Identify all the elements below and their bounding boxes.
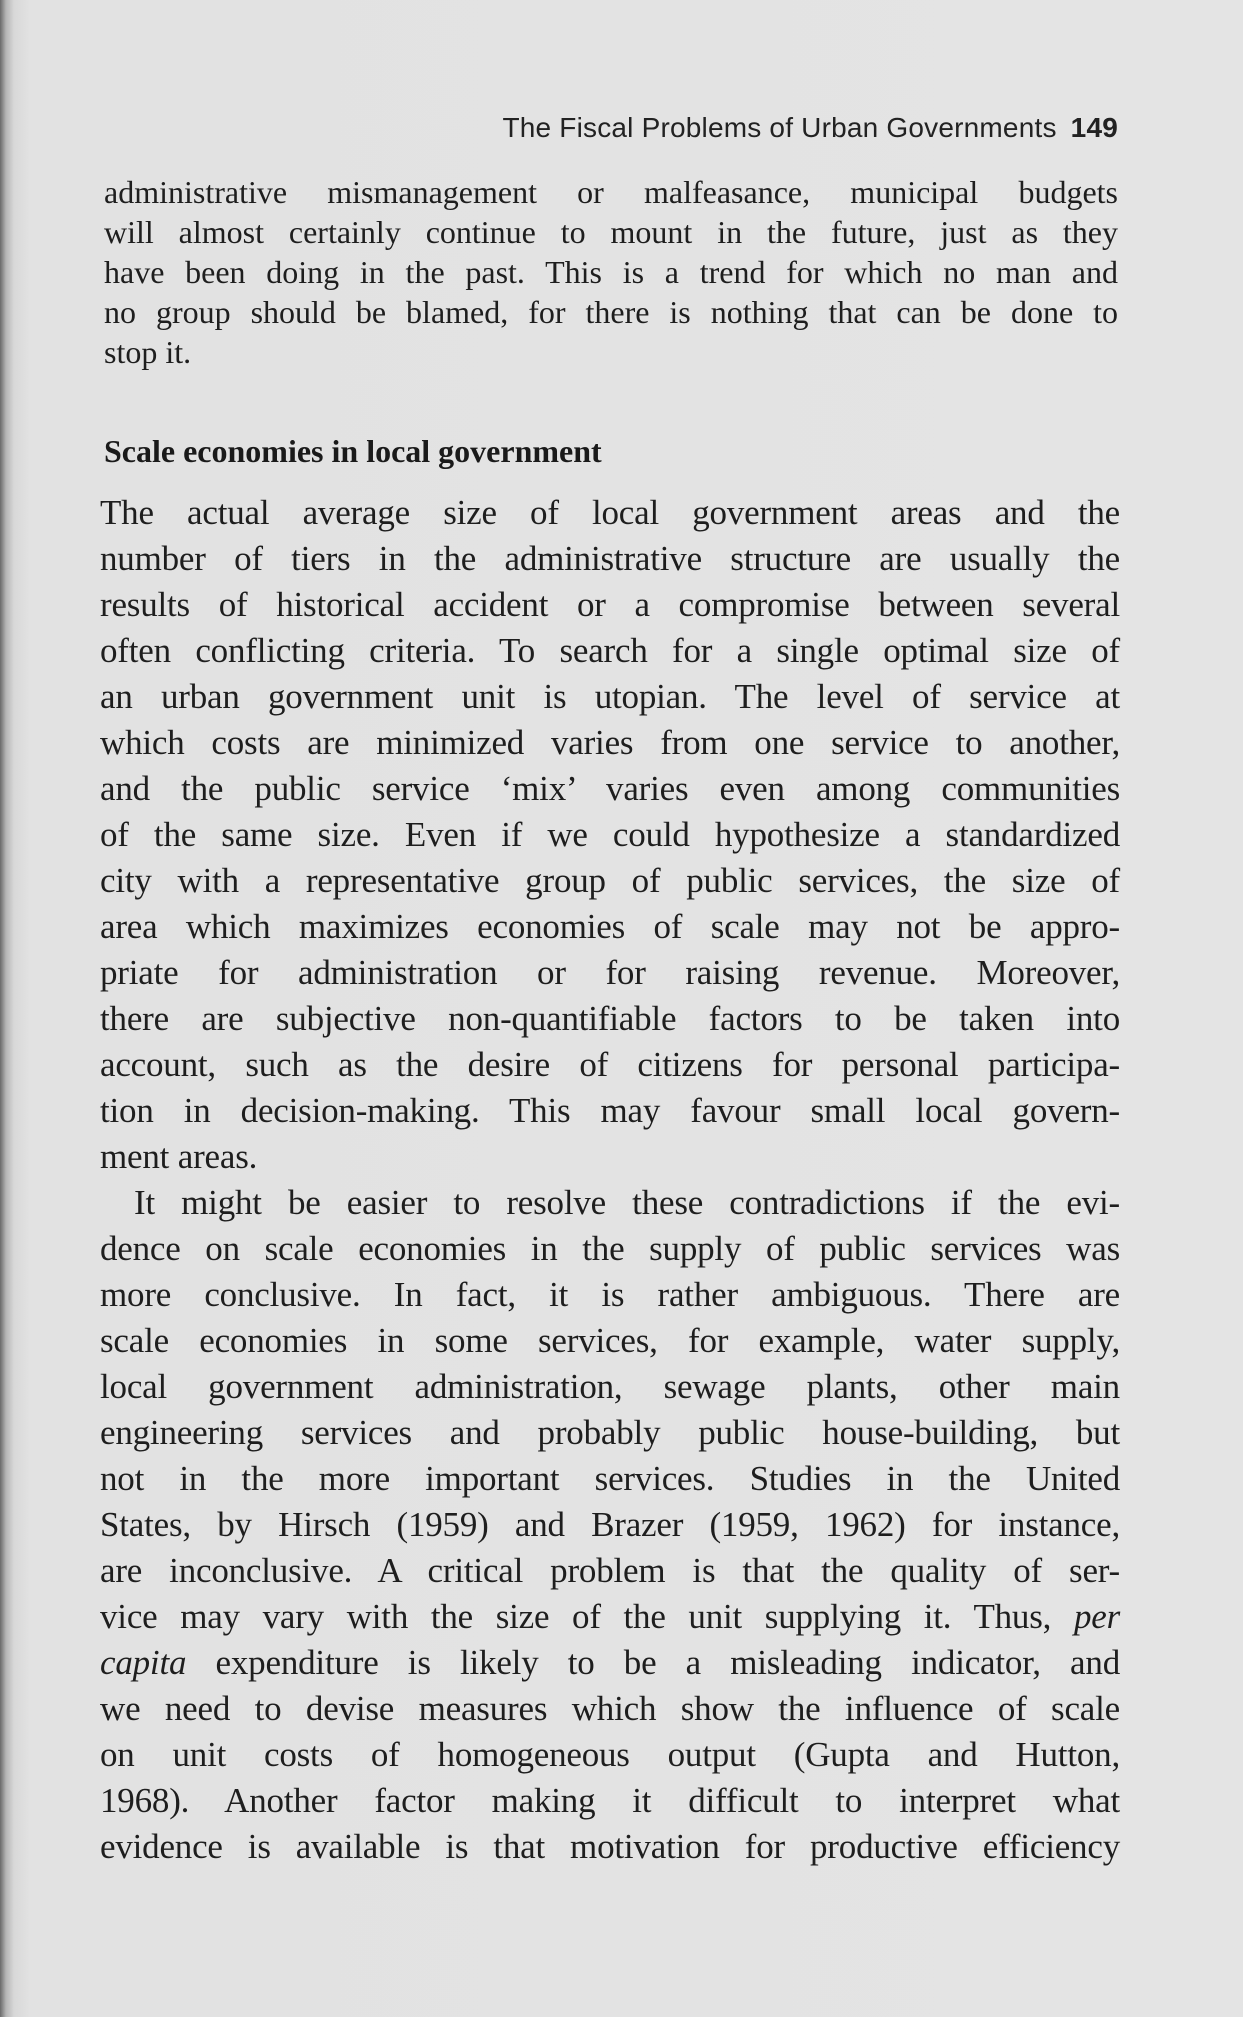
text-line: engineering services and probably public house-building, but	[100, 1413, 1120, 1452]
text-line: which costs are minimized varies from one service to another,	[100, 723, 1120, 762]
text-line: evidence is available is that motivation for productive efficiency	[100, 1827, 1120, 1866]
text-line-with-italic	[100, 1640, 1120, 1686]
text-line: more conclusive. In fact, it is rather ambiguous. There are	[100, 1275, 1120, 1314]
text-line: and the public service ‘mix’ varies even among communities	[100, 769, 1120, 808]
text-line: local government administration, sewage plants, other main	[100, 1367, 1120, 1406]
continued-paragraph	[104, 172, 1118, 372]
text-line: 1968). Another factor making it difficult to interpret what	[100, 1781, 1120, 1820]
italic-term: capita	[100, 1643, 187, 1682]
page-number: 149	[1070, 112, 1118, 143]
text-fragment: expenditure is likely to be a misleading indicator, and	[215, 1643, 1120, 1682]
text-line: are inconclusive. A critical problem is that the quality of ser-	[100, 1551, 1120, 1590]
text-line-with-italic	[100, 1594, 1120, 1640]
text-line: an urban government unit is utopian. The level of service at	[100, 677, 1120, 716]
text-line: not in the more important services. Studies in the United	[100, 1459, 1120, 1498]
text-line: on unit costs of homogeneous output (Gupta and Hutton,	[100, 1735, 1120, 1774]
text-line: States, by Hirsch (1959) and Brazer (1959, 1962) for instance,	[100, 1505, 1120, 1544]
text-line: It might be easier to resolve these contradictions if the evi-	[134, 1183, 1120, 1222]
italic-term: per	[1073, 1597, 1120, 1636]
text-line: city with a representative group of public services, the size of	[100, 861, 1120, 900]
text-line: dence on scale economies in the supply of public services was	[100, 1229, 1120, 1268]
text-line: there are subjective non-quantifiable factors to be taken into	[100, 999, 1120, 1038]
text-fragment: vice may vary with the size of the unit supplying it. Thus,	[100, 1597, 1052, 1636]
text-line: administrative mismanagement or malfeasance, municipal budgets	[104, 174, 1118, 210]
text-line: will almost certainly continue to mount in the future, just as they	[104, 214, 1118, 250]
text-line: tion in decision-making. This may favour small local govern-	[100, 1091, 1120, 1130]
text-line: have been doing in the past. This is a trend for which no man and	[104, 254, 1118, 290]
section-paragraph-1	[100, 490, 1120, 1180]
text-line: we need to devise measures which show the influence of scale	[100, 1689, 1120, 1728]
running-header	[360, 112, 1118, 144]
text-line: stop it.	[104, 334, 192, 370]
section-paragraph-2	[100, 1180, 1120, 1870]
text-line: no group should be blamed, for there is nothing that can be done to	[104, 294, 1118, 330]
text-line: area which maximizes economies of scale may not be appro-	[100, 907, 1120, 946]
text-line: number of tiers in the administrative structure are usually the	[100, 539, 1120, 578]
running-title: The Fiscal Problems of Urban Governments	[502, 112, 1057, 143]
text-line: priate for administration or for raising revenue. Moreover,	[100, 953, 1120, 992]
section-heading: Scale economies in local government	[104, 433, 602, 469]
text-line: of the same size. Even if we could hypothesize a standardized	[100, 815, 1120, 854]
text-line: scale economies in some services, for example, water supply,	[100, 1321, 1120, 1360]
text-line: ment areas.	[100, 1137, 258, 1176]
text-line: account, such as the desire of citizens for personal participa-	[100, 1045, 1120, 1084]
text-line: often conflicting criteria. To search for a single optimal size of	[100, 631, 1120, 670]
text-line: results of historical accident or a compromise between several	[100, 585, 1120, 624]
text-line: The actual average size of local government areas and the	[100, 493, 1120, 532]
